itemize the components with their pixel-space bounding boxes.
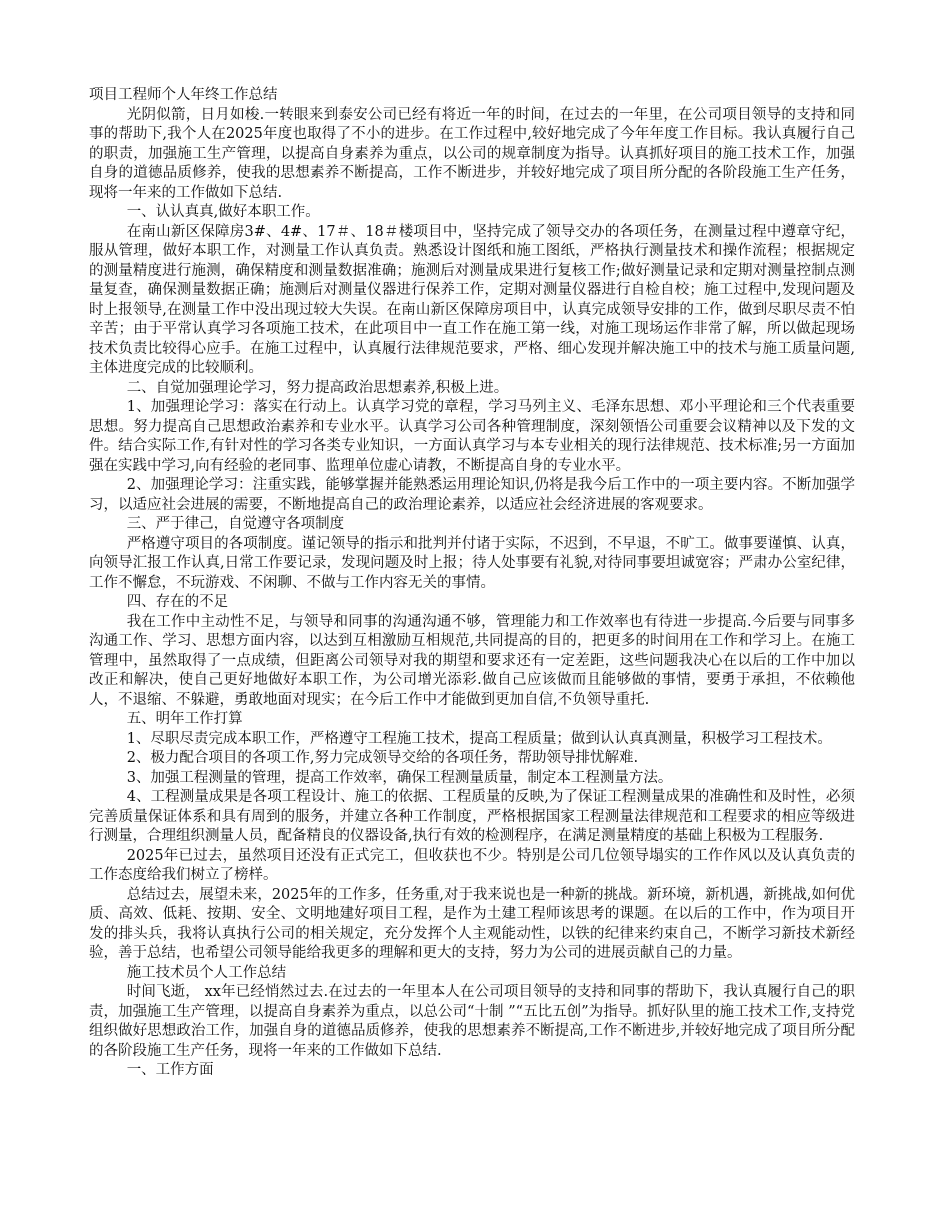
section-heading-1: 一、认认真真,做好本职工作。 xyxy=(126,204,320,220)
second-section-heading-1: 一、工作方面 xyxy=(126,1062,214,1078)
section-heading-3: 三、严于律己，自觉遵守各项制度 xyxy=(126,516,345,532)
section-2-item-2: 2、加强理论学习：注重实践，能够掌握并能熟悉运用理论知识,仍将是我今后工作中的一项主要内容。不断加强学习，以适应社会进展的需要，不断地提高自己的政治理论素养，以适应社会经济进展的客观要求。 xyxy=(89,477,855,513)
plan-item-2: 2、极力配合项目的各项工作,努力完成领导交给的各项任务，帮助领导排忧解难. xyxy=(126,750,639,766)
plan-item-1: 1、尽职尽责完成本职工作，严格遵守工程施工技术，提高工程质量；做到认认真真测量，积极学习工程技术。 xyxy=(126,730,832,747)
intro-paragraph: 光阴似箭，日月如梭.一转眼来到泰安公司已经有将近一年的时间，在过去的一年里，在公司项目领导的支持和同事的帮助下,我个人在2025年度也取得了不小的进步。在工作过程中,较好地完成了今年年度工作目标。我认真履行自己的职责，加强施工生产管理，以提高自身素养为重点，以公司的规章制度为指导。认真抓好项目的施工技术工作，加强自身的道德品质修养，使我的思想素养不断提高，工作不断进步，并较好地完成了项目所分配的各阶段施工生产任务，现将一年来的工作做如下总结. xyxy=(89,106,855,201)
section-2-item-1: 1、加强理论学习：落实在行动上。认真学习党的章程，学习马列主义、毛泽东思想、邓小平理论和三个代表重要思想。努力提高自己思想政治素养和专业水平。认真学习公司各种管理制度，深刻领悟公司重要会议精神以及下发的文件。结合实际工作,有针对性的学习各类专业知识，一方面认真学习与本专业相关的现行法律规范、技术标准;另一方面加强在实践中学习,向有经验的老同事、监理单位虚心请教，不断提高自身的专业水平。 xyxy=(89,399,855,474)
section-heading-5: 五、明年工作打算 xyxy=(126,711,243,727)
section-heading-2: 二、自觉加强理论学习，努力提高政治思想素养,积极上进。 xyxy=(126,379,509,396)
document-page xyxy=(89,86,855,1081)
section-1-paragraph: 在南山新区保障房3#、4#、17＃、18＃楼项目中，坚持完成了领导交办的各项任务，在测量过程中遵章守纪，服从管理，做好本职工作，对测量工作认真负责。熟悉设计图纸和施工图纸，严格执行测量技术和操作流程；根据规定的测量精度进行施测，确保精度和测量数据准确；施测后对测量成果进行复核工作;做好测量记录和定期对测量控制点测量复查，确保测量数据正确；施测后对测量仪器进行保养工作，定期对测量仪器进行自检自校；施工过程中,发现问题及时上报领导,在测量工作中没出现过较大失误。在南山新区保障房项目中，认真完成领导安排的工作，做到尽职尽责不怕辛苦；由于平常认真学习各项施工技术，在此项目中一直工作在施工第一线，对施工现场运作非常了解，所以做起现场技术负责比较得心应手。在施工过程中，认真履行法律规范要求，严格、细心发现并解决施工中的技术与施工质量问题,主体进度完成的比较顺利。 xyxy=(89,223,855,376)
document-title: 项目工程师个人年终工作总结 xyxy=(89,87,278,103)
year-review-paragraph: 2025年已过去，虽然项目还没有正式完工，但收获也不少。特别是公司几位领导塌实的工作作风以及认真负责的工作态度给我们树立了榜样。 xyxy=(89,847,855,883)
second-intro-paragraph: 时间飞逝， xx年已经悄然过去.在过去的一年里本人在公司项目领导的支持和同事的帮助下，我认真履行自己的职责，加强施工生产管理，以提高自身素养为重点，以总公司“十制 ”“五比五创”为指导。抓好队里的施工技术工作,支持党组织做好思想政治工作，加强自身的道德品质修养，使我的思想素养不断提高,工作不断进步,并较好地完成了项目所分配的各阶段施工生产任务，现将一年来的工作做如下总结. xyxy=(89,984,855,1059)
second-document-title: 施工技术员个人工作总结 xyxy=(126,964,287,981)
section-3-paragraph: 严格遵守项目的各项制度。谨记领导的指示和批判并付诸于实际，不迟到，不早退，不旷工。做事要谨慎、认真，向领导汇报工作认真,日常工作要记录，发现问题及时上报；待人处事要有礼貌,对待同事要坦诚宽容；严肃办公室纪律，工作不懈怠，不玩游戏、不闲聊、不做与工作内容无关的事情。 xyxy=(89,535,855,591)
section-4-paragraph: 我在工作中主动性不足，与领导和同事的沟通沟通不够，管理能力和工作效率也有待进一步提高.今后要与同事多沟通工作、学习、思想方面内容，以达到互相激励互相规范,共同提高的目的，把更多的时间用在工作和学习上。在施工管理中，虽然取得了一点成绩，但距离公司领导对我的期望和要求还有一定差距，这些问题我决心在以后的工作中加以改正和解决，使自己更好地做好本职工作，为公司增光添彩.做自己应该做而且能够做的事情，要勇于承担，不依赖他人，不退缩、不躲避，勇敢地面对现实；在今后工作中才能做到更加自信,不负领导重托. xyxy=(89,613,855,708)
plan-item-4: 4、工程测量成果是各项工程设计、施工的依据、工程质量的反映,为了保证工程测量成果的准确性和及时性，必须完善质量保证体系和具有周到的服务，并建立各种工作制度，严格根据国家工程测量法律规范和工程要求的相应等级进行测量，合理组织测量人员，配备精良的仪器设备,执行有效的检测程序，在满足测量精度的基础上积极为工程服务. xyxy=(89,789,855,844)
closing-paragraph: 总结过去，展望未来，2025年的工作多，任务重,对于我来说也是一种新的挑战。新环境，新机遇，新挑战,如何优质、高效、低耗、按期、安全、文明地建好项目工程，是作为土建工程师该思考的课题。在以后的工作中，作为项目开发的排头兵，我将认真执行公司的相关规定，充分发挥个人主观能动性，以铁的纪律来约束自己，不断学习新技术新经验，善于总结，也希望公司领导能给我更多的理解和更大的支持，努力为公司的进展贡献自己的力量。 xyxy=(89,886,855,961)
section-heading-4: 四、存在的不足 xyxy=(126,594,229,610)
plan-item-3: 3、加强工程测量的管理，提高工作效率，确保工程测量质量，制定本工程测量方法。 xyxy=(126,769,673,786)
